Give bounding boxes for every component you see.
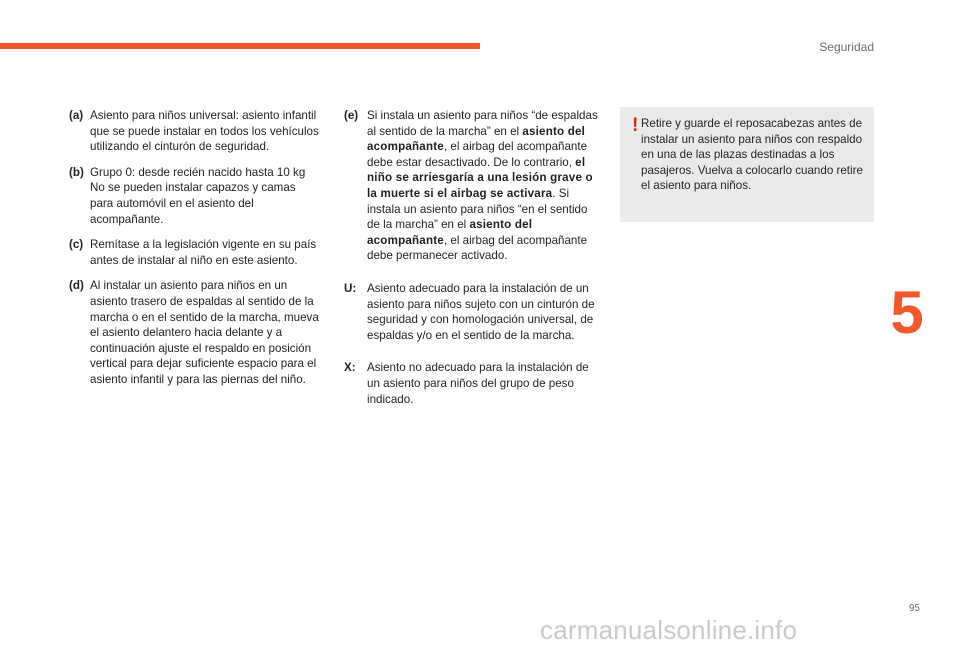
list-item-c (69, 237, 319, 268)
bold-phrase: asiento del acompañante (367, 218, 533, 247)
warning-box (620, 107, 874, 222)
list-item-u (344, 281, 600, 343)
item-label: (d) (69, 279, 84, 293)
item-label: (b) (69, 165, 84, 179)
item-label: (c) (69, 238, 84, 252)
item-label: U: (344, 281, 357, 295)
exclamation-icon: ! (632, 115, 639, 136)
item-label: (a) (69, 109, 84, 122)
page-number: 95 (908, 603, 920, 614)
item-text: Asiento no adecuado para la instalación de un asiento para niños del grupo de peso indicado. (367, 361, 589, 406)
header-accent-bar (0, 43, 480, 49)
list-item-e (344, 108, 600, 264)
item-text: Asiento para niños universal: asiento infantil que se puede instalar en todos los vehículos utilizando el cinturón de seguridad. (90, 109, 319, 154)
list-item-d (69, 278, 319, 387)
item-text: Grupo 0: desde recién nacido hasta 10 kg No se pueden instalar capazos y camas para automóvil en el asiento del acompañante. (90, 165, 306, 226)
item-text: Si instala un asiento para niños “de espaldas al sentido de la marcha” en el asiento del acompañante, el airbag del acompañante debe estar desactivado. De lo contrario, el niño se arriesgaría a una lesión grave o la muerte si el airbag se activara. Si instala un asiento para niños “en el sentido de la marcha” en el asiento del acompañante, el airbag del acompañante debe permanecer activado. (367, 109, 598, 263)
list-item-x (344, 360, 600, 407)
warning-text: Retire y guarde el reposacabezas antes de instalar un asiento para niños con respaldo en una de las plazas destinadas a los pasajeros. Vuelva a colocarlo cuando retire el asiento para niños. (641, 117, 863, 193)
item-label: X: (344, 361, 356, 375)
item-text: Asiento adecuado para la instalación de un asiento para niños sujeto con un cinturón de seguridad y con homologación universal, de espaldas y/o en el sentido de la marcha. (367, 281, 595, 342)
list-item-a (69, 108, 319, 155)
middle-column (344, 108, 600, 407)
bold-phrase: el niño se arriesgaría a una lesión grave o la muerte si el airbag se activara (367, 155, 593, 200)
left-column (69, 108, 319, 388)
watermark: carmanualsonline.info (540, 615, 798, 645)
item-label: (e) (344, 109, 359, 122)
chapter-number: 5 (890, 279, 924, 346)
item-text: Remítase a la legislación vigente en su país antes de instalar al niño en este asiento. (90, 238, 317, 267)
section-title: Seguridad (819, 40, 874, 54)
list-item-b (69, 165, 319, 227)
item-text: Al instalar un asiento para niños en un asiento trasero de espaldas al sentido de la marcha o en el sentido de la marcha, mueva el asiento delantero hacia delante y a continuación ajuste el respaldo en posición vertical para dejar suficiente espacio para el asiento infantil y para las piernas del niño. (90, 279, 319, 386)
bold-phrase: asiento del acompañante (367, 124, 586, 154)
